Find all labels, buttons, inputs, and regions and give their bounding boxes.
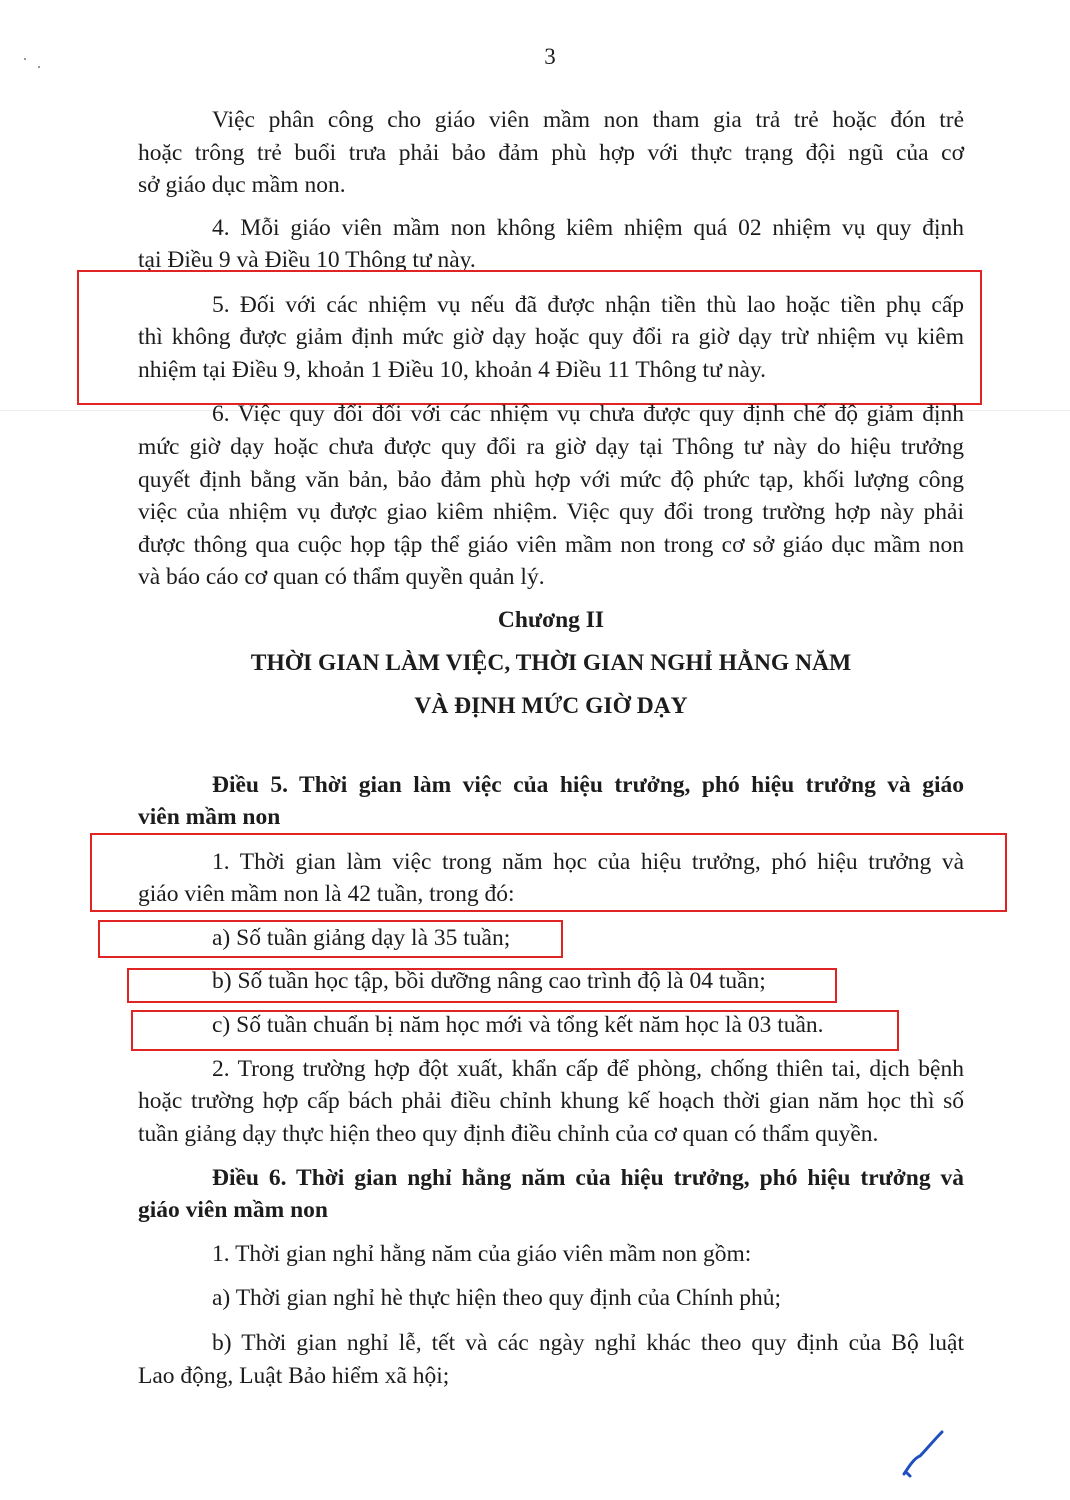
article6-point-b-line: b) Thời gian nghỉ lễ, tết và các ngày nghỉ khác theo quy định của Bộ luật [212, 1330, 964, 1356]
article5-clause1-line: 1. Thời gian làm việc trong năm học của hiệu trưởng, phó hiệu trưởng và [212, 849, 964, 875]
article5-heading: viên mầm non [138, 804, 281, 830]
item4-line: tại Điều 9 và Điều 10 Thông tư này. [138, 247, 476, 273]
item5-line: nhiệm tại Điều 9, khoản 1 Điều 10, khoản 4 Điều 11 Thông tư này. [138, 357, 766, 383]
chapter-title: THỜI GIAN LÀM VIỆC, THỜI GIAN NGHỈ HẰNG NĂM [250, 650, 852, 676]
item6-line: mức giờ dạy hoặc chưa được quy đổi ra giờ dạy tại Thông tư này do hiệu trưởng [138, 434, 964, 460]
page-number: 3 [544, 44, 556, 69]
article6-point-b-line: Lao động, Luật Bảo hiểm xã hội; [138, 1363, 450, 1389]
pen-initial-mark [900, 1428, 950, 1480]
article6-point-a: a) Thời gian nghỉ hè thực hiện theo quy định của Chính phủ; [212, 1285, 782, 1311]
item6-line: và báo cáo cơ quan có thẩm quyền quản lý. [138, 564, 545, 590]
article5-point-a: a) Số tuần giảng dạy là 35 tuần; [212, 925, 511, 951]
chapter-title: VÀ ĐỊNH MỨC GIỜ DẠY [414, 693, 688, 719]
paragraph-line: hoặc trông trẻ buổi trưa phải bảo đảm phù hợp với thực trạng đội ngũ của cơ [138, 140, 964, 166]
article5-clause2-line: tuần giảng dạy thực hiện theo quy định điều chỉnh của cơ quan có thẩm quyền. [138, 1121, 879, 1147]
paragraph-line: Việc phân công cho giáo viên mầm non tham gia trả trẻ hoặc đón trẻ [212, 107, 964, 133]
article6-clause1: 1. Thời gian nghỉ hằng năm của giáo viên mầm non gồm: [212, 1241, 752, 1267]
item5-line: 5. Đối với các nhiệm vụ nếu đã được nhận tiền thù lao hoặc tiền phụ cấp [212, 292, 964, 318]
article5-clause2-line: 2. Trong trường hợp đột xuất, khẩn cấp để phòng, chống thiên tai, dịch bệnh [212, 1056, 964, 1082]
item6-line: việc của nhiệm vụ được giao kiêm nhiệm. Việc quy đổi trong trường hợp này phải [138, 499, 964, 525]
article5-clause1-line: giáo viên mầm non là 42 tuần, trong đó: [138, 881, 515, 907]
article5-clause2-line: hoặc trường hợp cấp bách phải điều chỉnh khung kế hoạch thời gian năm học thì số [138, 1088, 964, 1114]
article5-point-c: c) Số tuần chuẩn bị năm học mới và tổng kết năm học là 03 tuần. [212, 1012, 824, 1038]
item5-line: thì không được giảm định mức giờ dạy hoặc quy đổi ra giờ dạy trừ nhiệm vụ kiêm [138, 324, 964, 350]
item4-line: 4. Mỗi giáo viên mầm non không kiêm nhiệm quá 02 nhiệm vụ quy định [212, 215, 964, 241]
article5-heading: Điều 5. Thời gian làm việc của hiệu trưởng, phó hiệu trưởng và giáo [212, 772, 964, 798]
article6-heading: giáo viên mầm non [138, 1197, 328, 1223]
item6-line: 6. Việc quy đổi đối với các nhiệm vụ chưa được quy định chế độ giảm định [212, 401, 964, 427]
article6-heading: Điều 6. Thời gian nghỉ hằng năm của hiệu trưởng, phó hiệu trưởng và [212, 1165, 964, 1191]
chapter-label: Chương II [497, 607, 605, 633]
paragraph-line: sở giáo dục mầm non. [138, 172, 346, 198]
item6-line: được thông qua cuộc họp tập thể giáo viên mầm non trong cơ sở giáo dục mầm non [138, 532, 964, 558]
item6-line: quyết định bằng văn bản, bảo đảm phù hợp với mức độ phức tạp, khối lượng công [138, 467, 964, 493]
article5-point-b: b) Số tuần học tập, bồi dưỡng nâng cao trình độ là 04 tuần; [212, 968, 766, 994]
